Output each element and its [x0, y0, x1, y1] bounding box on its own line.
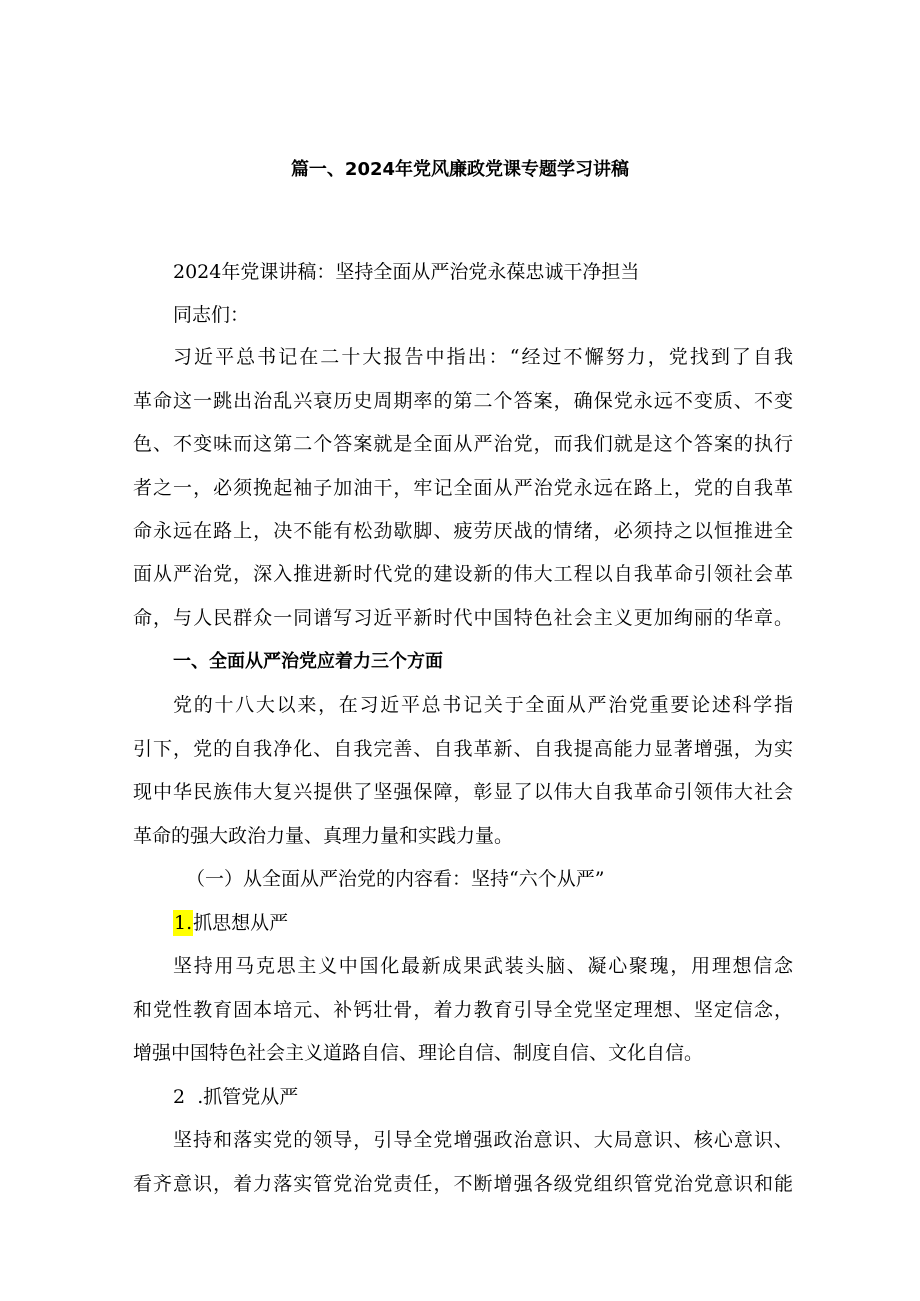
- paragraph-line: 现中华民族伟大复兴提供了坚强保障，彰显了以伟大自我革命引领伟大社会: [133, 781, 793, 803]
- list-item-label: 抓思想从严: [193, 912, 289, 934]
- paragraph-line: 命，与人民群众一同谱写习近平新时代中国特色社会主义更加绚丽的华章。: [133, 607, 793, 629]
- subsection-heading: （一）从全面从严治党的内容看：坚持“六个从严”: [186, 868, 605, 890]
- subtitle-line: 2024年党课讲稿：坚持全面从严治党永葆忠诚干净担当: [173, 261, 640, 283]
- salutation: 同志们：: [173, 304, 250, 326]
- paragraph-line: 色、不变味而这第二个答案就是全面从严治党，而我们就是这个答案的执行: [133, 433, 793, 455]
- paragraph-line: 看齐意识，着力落实管党治党责任，不断增强各级党组织管党治党意识和能: [133, 1173, 793, 1195]
- paragraph-line: 命永远在路上，决不能有松劲歇脚、疲劳厌战的情绪，必须持之以恒推进全: [133, 520, 793, 542]
- list-item-label: .抓管党从严: [197, 1086, 299, 1108]
- paragraph-line: 引下，党的自我净化、自我完善、自我革新、自我提高能力显著增强，为实: [133, 738, 793, 760]
- list-item: [173, 1084, 773, 1110]
- paragraph-line: 习近平总书记在二十大报告中指出：“经过不懈努力，党找到了自我: [173, 346, 793, 368]
- list-item-number: 2: [173, 1086, 186, 1108]
- paragraph-line: 革命的强大政治力量、真理力量和实践力量。: [133, 825, 514, 847]
- paragraph-line: 和党性教育固本培元、补钙壮骨，着力教育引导全党坚定理想、坚定信念，: [133, 999, 793, 1021]
- highlighted-number: 1.: [174, 912, 193, 934]
- document-title: 篇一、2024年党风廉政党课专题学习讲稿: [290, 159, 630, 180]
- section-heading: 一、全面从严治党应着力三个方面: [173, 651, 443, 672]
- list-item: [173, 910, 773, 936]
- paragraph-line: 者之一，必须挽起袖子加油干，牢记全面从严治党永远在路上，党的自我革: [133, 477, 793, 499]
- paragraph-line: 党的十八大以来，在习近平总书记关于全面从严治党重要论述科学指: [173, 694, 793, 716]
- paragraph-line: 坚持和落实党的领导，引导全党增强政治意识、大局意识、核心意识、: [173, 1129, 793, 1151]
- paragraph-line: 增强中国特色社会主义道路自信、理论自信、制度自信、文化自信。: [133, 1042, 704, 1064]
- paragraph-line: 坚持用马克思主义中国化最新成果武装头脑、凝心聚瑰，用理想信念: [173, 955, 793, 977]
- paragraph-line: 面从严治党，深入推进新时代党的建设新的伟大工程以自我革命引领社会革: [133, 563, 793, 585]
- paragraph-line: 革命这一跳出治乱兴衰历史周期率的第二个答案，确保党永远不变质、不变: [133, 390, 793, 412]
